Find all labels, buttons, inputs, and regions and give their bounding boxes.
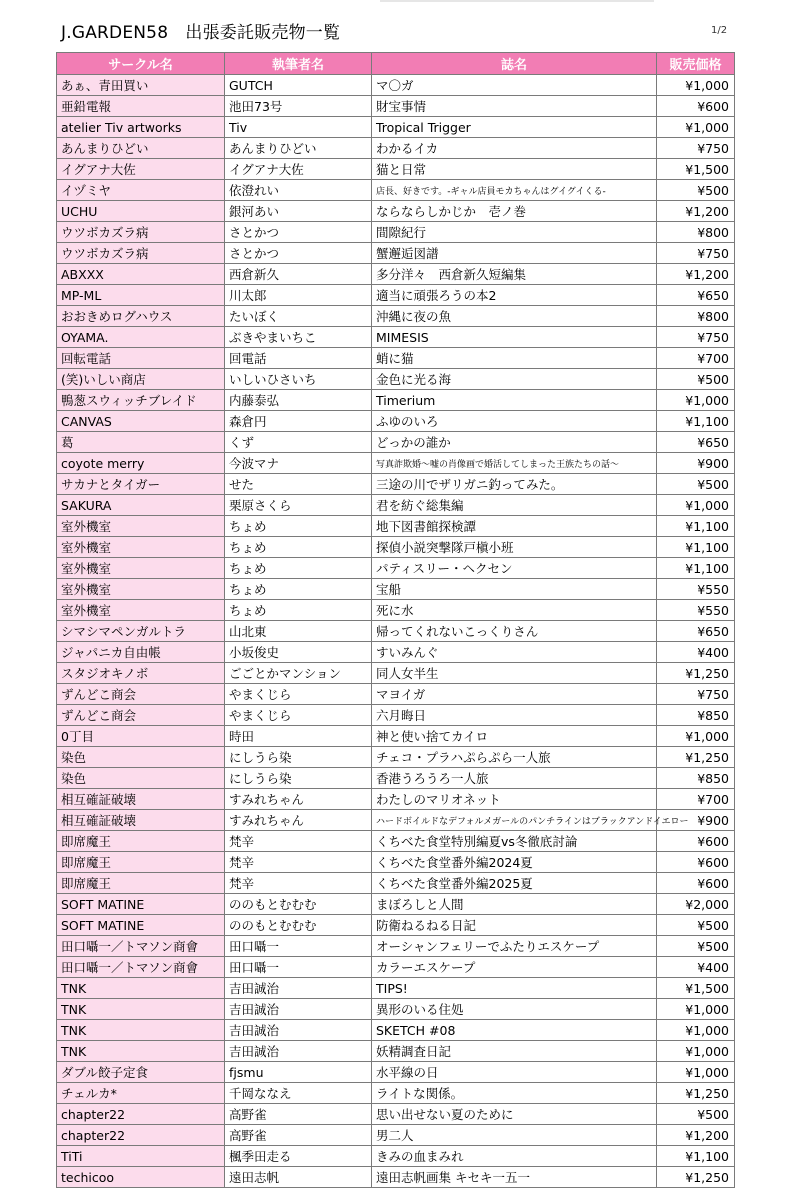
circle-name-cell: chapter22 [57, 1125, 225, 1146]
author-name-cell: やまくじら [225, 705, 372, 726]
price-cell: ¥1,250 [657, 663, 735, 684]
circle-name-cell: 染色 [57, 768, 225, 789]
book-title-cell: SKETCH #08 [372, 1020, 657, 1041]
circle-name-cell: ジャパニカ自由帳 [57, 642, 225, 663]
author-name-cell: さとかつ [225, 243, 372, 264]
book-title-cell: 思い出せない夏のために [372, 1104, 657, 1125]
price-cell: ¥1,250 [657, 1083, 735, 1104]
circle-name-cell: ずんどこ商会 [57, 684, 225, 705]
author-name-cell: 池田73号 [225, 96, 372, 117]
price-cell: ¥650 [657, 285, 735, 306]
circle-name-cell: あぁ、青田買い [57, 75, 225, 96]
author-name-cell: くず [225, 432, 372, 453]
price-cell: ¥1,000 [657, 1062, 735, 1083]
price-cell: ¥1,250 [657, 747, 735, 768]
book-title-cell: 沖縄に夜の魚 [372, 306, 657, 327]
table-row [57, 180, 735, 201]
book-title-cell: 死に水 [372, 600, 657, 621]
book-title-cell: 適当に頑張ろうの本2 [372, 285, 657, 306]
circle-name-cell: SOFT MATINE [57, 915, 225, 936]
table-row [57, 1083, 735, 1104]
price-cell: ¥600 [657, 831, 735, 852]
author-name-cell: 依澄れい [225, 180, 372, 201]
table-row [57, 1020, 735, 1041]
table-row [57, 327, 735, 348]
book-title-cell: 写真詐欺婚～嘘の肖像画で婚活してしまった王族たちの話～ [372, 453, 657, 474]
book-title-cell: 防衛ねるねる日記 [372, 915, 657, 936]
table-row [57, 96, 735, 117]
table-row [57, 1062, 735, 1083]
table-row [57, 726, 735, 747]
price-cell: ¥700 [657, 348, 735, 369]
circle-name-cell: OYAMA. [57, 327, 225, 348]
table-row [57, 684, 735, 705]
price-cell: ¥2,000 [657, 894, 735, 915]
table-row [57, 747, 735, 768]
page-title: J.GARDEN58 出張委託販売物一覧 [61, 23, 341, 43]
price-cell: ¥850 [657, 768, 735, 789]
author-name-cell: 梵辛 [225, 831, 372, 852]
price-cell: ¥500 [657, 936, 735, 957]
circle-name-cell: chapter22 [57, 1104, 225, 1125]
table-row [57, 516, 735, 537]
price-cell: ¥1,100 [657, 537, 735, 558]
circle-name-cell: (笑)いしい商店 [57, 369, 225, 390]
price-cell: ¥600 [657, 96, 735, 117]
price-cell: ¥1,100 [657, 558, 735, 579]
author-name-cell: 梵辛 [225, 873, 372, 894]
price-cell: ¥500 [657, 474, 735, 495]
author-name-cell: 銀河あい [225, 201, 372, 222]
book-title-cell: 蟹邂逅図譜 [372, 243, 657, 264]
circle-name-cell: 室外機室 [57, 600, 225, 621]
table-row [57, 75, 735, 96]
book-title-cell: きみの血まみれ [372, 1146, 657, 1167]
table-header-row [57, 53, 735, 75]
table-row [57, 768, 735, 789]
price-cell: ¥850 [657, 705, 735, 726]
circle-name-cell: ウツボカズラ病 [57, 243, 225, 264]
table-row [57, 1104, 735, 1125]
author-name-cell: 吉田誠治 [225, 978, 372, 999]
table-row [57, 411, 735, 432]
price-cell: ¥600 [657, 873, 735, 894]
circle-name-cell: SOFT MATINE [57, 894, 225, 915]
author-name-cell: 楓季田走る [225, 1146, 372, 1167]
book-title-cell: 猫と日常 [372, 159, 657, 180]
circle-name-cell: 相互確証破壊 [57, 789, 225, 810]
price-cell: ¥550 [657, 600, 735, 621]
price-cell: ¥500 [657, 180, 735, 201]
page-number: 1/2 [711, 25, 728, 36]
price-cell: ¥1,000 [657, 1041, 735, 1062]
table-row [57, 1041, 735, 1062]
book-title-cell: 三途の川でザリガニ釣ってみた。 [372, 474, 657, 495]
author-name-cell: fjsmu [225, 1062, 372, 1083]
circle-name-cell: サカナとタイガー [57, 474, 225, 495]
price-cell: ¥900 [657, 810, 735, 831]
circle-name-cell: TNK [57, 999, 225, 1020]
author-name-cell: 西倉新久 [225, 264, 372, 285]
table-row [57, 474, 735, 495]
price-cell: ¥1,200 [657, 201, 735, 222]
price-cell: ¥400 [657, 957, 735, 978]
author-name-cell: 吉田誠治 [225, 999, 372, 1020]
table-row [57, 138, 735, 159]
table-row [57, 495, 735, 516]
circle-name-cell: 亜鉛電報 [57, 96, 225, 117]
circle-name-cell: ずんどこ商会 [57, 705, 225, 726]
book-title-cell: 間隙紀行 [372, 222, 657, 243]
circle-name-cell: coyote merry [57, 453, 225, 474]
book-title-cell: 同人女半生 [372, 663, 657, 684]
table-row [57, 390, 735, 411]
table-row [57, 453, 735, 474]
book-title-cell: 神と使い捨てカイロ [372, 726, 657, 747]
header-book: 誌名 [372, 53, 657, 75]
author-name-cell: 高野雀 [225, 1104, 372, 1125]
table-row [57, 831, 735, 852]
author-name-cell: 森倉円 [225, 411, 372, 432]
book-title-cell: 異形のいる住処 [372, 999, 657, 1020]
price-cell: ¥1,500 [657, 159, 735, 180]
author-name-cell: にしうら染 [225, 747, 372, 768]
book-title-cell: Timerium [372, 390, 657, 411]
book-title-cell: 店長、好きです。-ギャル店員モカちゃんはグイグイくる- [372, 180, 657, 201]
price-cell: ¥1,100 [657, 516, 735, 537]
price-cell: ¥750 [657, 684, 735, 705]
author-name-cell: 吉田誠治 [225, 1041, 372, 1062]
author-name-cell: あんまりひどい [225, 138, 372, 159]
book-title-cell: ならならしかじか 壱ノ巻 [372, 201, 657, 222]
circle-name-cell: TNK [57, 978, 225, 999]
price-cell: ¥500 [657, 1104, 735, 1125]
circle-name-cell: スタジオキノボ [57, 663, 225, 684]
book-title-cell: どっかの誰か [372, 432, 657, 453]
book-title-cell: チェコ・プラハぷらぷら一人旅 [372, 747, 657, 768]
book-title-cell: 香港うろうろ一人旅 [372, 768, 657, 789]
table-row [57, 789, 735, 810]
author-name-cell: ごごとかマンション [225, 663, 372, 684]
book-title-cell: ライトな関係。 [372, 1083, 657, 1104]
table-row [57, 705, 735, 726]
circle-name-cell: techicoo [57, 1167, 225, 1188]
circle-name-cell: CANVAS [57, 411, 225, 432]
author-name-cell: 川太郎 [225, 285, 372, 306]
header-author: 執筆者名 [225, 53, 372, 75]
circle-name-cell: 室外機室 [57, 516, 225, 537]
book-title-cell: 君を紡ぐ総集編 [372, 495, 657, 516]
author-name-cell: 梵辛 [225, 852, 372, 873]
table-row [57, 1167, 735, 1188]
table-row [57, 201, 735, 222]
price-cell: ¥1,000 [657, 726, 735, 747]
author-name-cell: ちょめ [225, 537, 372, 558]
book-title-cell: 男二人 [372, 1125, 657, 1146]
circle-name-cell: 0丁目 [57, 726, 225, 747]
book-title-cell: Tropical Trigger [372, 117, 657, 138]
table-body [57, 75, 735, 1188]
author-name-cell: 小坂俊史 [225, 642, 372, 663]
table-row [57, 537, 735, 558]
table-row [57, 264, 735, 285]
price-cell: ¥400 [657, 642, 735, 663]
price-cell: ¥1,100 [657, 411, 735, 432]
table-row [57, 159, 735, 180]
price-cell: ¥1,000 [657, 75, 735, 96]
circle-name-cell: 田口囁一／トマソン商會 [57, 957, 225, 978]
circle-name-cell: イグアナ大佐 [57, 159, 225, 180]
top-edge-line [380, 0, 654, 2]
book-title-cell: 遠田志帆画集 キセキ一五一 [372, 1167, 657, 1188]
table-row [57, 936, 735, 957]
circle-name-cell: ダブル餃子定食 [57, 1062, 225, 1083]
book-title-cell: ハードボイルドなデフォルメガールのパンチラインはブラックアンドイエロー [372, 810, 657, 831]
table-row [57, 873, 735, 894]
circle-name-cell: シマシマペンガルトラ [57, 621, 225, 642]
price-cell: ¥650 [657, 432, 735, 453]
header-circle: サークル名 [57, 53, 225, 75]
circle-name-cell: 回転電話 [57, 348, 225, 369]
book-title-cell: オーシャンフェリーでふたりエスケープ [372, 936, 657, 957]
table-row [57, 810, 735, 831]
price-cell: ¥700 [657, 789, 735, 810]
table-row [57, 369, 735, 390]
author-name-cell: 今波マナ [225, 453, 372, 474]
table-row [57, 600, 735, 621]
circle-name-cell: 即席魔王 [57, 873, 225, 894]
circle-name-cell: 室外機室 [57, 579, 225, 600]
book-title-cell: マヨイガ [372, 684, 657, 705]
author-name-cell: 高野雀 [225, 1125, 372, 1146]
table-row [57, 915, 735, 936]
circle-name-cell: TiTi [57, 1146, 225, 1167]
book-title-cell: TIPS! [372, 978, 657, 999]
author-name-cell: ちょめ [225, 579, 372, 600]
table-row [57, 1125, 735, 1146]
price-cell: ¥1,100 [657, 1146, 735, 1167]
price-cell: ¥750 [657, 243, 735, 264]
table-row [57, 978, 735, 999]
price-cell: ¥800 [657, 222, 735, 243]
book-title-cell: 金色に光る海 [372, 369, 657, 390]
author-name-cell: ちょめ [225, 558, 372, 579]
price-cell: ¥900 [657, 453, 735, 474]
author-name-cell: 田口囁一 [225, 936, 372, 957]
book-title-cell: 探偵小説突撃隊戸槇小班 [372, 537, 657, 558]
price-cell: ¥1,000 [657, 1020, 735, 1041]
author-name-cell: 吉田誠治 [225, 1020, 372, 1041]
author-name-cell: すみれちゃん [225, 810, 372, 831]
price-cell: ¥1,200 [657, 264, 735, 285]
book-title-cell: わたしのマリオネット [372, 789, 657, 810]
table-row [57, 1146, 735, 1167]
price-cell: ¥500 [657, 369, 735, 390]
table-row [57, 117, 735, 138]
circle-name-cell: 染色 [57, 747, 225, 768]
table-row [57, 348, 735, 369]
circle-name-cell: 鴨葱スウィッチブレイド [57, 390, 225, 411]
book-title-cell: 財宝事情 [372, 96, 657, 117]
author-name-cell: 回電話 [225, 348, 372, 369]
price-cell: ¥1,200 [657, 1125, 735, 1146]
price-cell: ¥1,000 [657, 117, 735, 138]
author-name-cell: にしうら染 [225, 768, 372, 789]
author-name-cell: 時田 [225, 726, 372, 747]
table-row [57, 306, 735, 327]
book-title-cell: くちべた食堂特別編夏vs冬徹底討論 [372, 831, 657, 852]
author-name-cell: 内藤泰弘 [225, 390, 372, 411]
circle-name-cell: TNK [57, 1041, 225, 1062]
price-cell: ¥1,500 [657, 978, 735, 999]
price-cell: ¥500 [657, 915, 735, 936]
circle-name-cell: 即席魔王 [57, 831, 225, 852]
circle-name-cell: おおきめログハウス [57, 306, 225, 327]
author-name-cell: せた [225, 474, 372, 495]
book-title-cell: マ〇ガ [372, 75, 657, 96]
book-title-cell: 宝船 [372, 579, 657, 600]
author-name-cell: イグアナ大佐 [225, 159, 372, 180]
book-title-cell: 地下図書館探検譚 [372, 516, 657, 537]
circle-name-cell: MP-ML [57, 285, 225, 306]
circle-name-cell: あんまりひどい [57, 138, 225, 159]
circle-name-cell: イヅミヤ [57, 180, 225, 201]
book-title-cell: パティスリー・ヘクセン [372, 558, 657, 579]
author-name-cell: ちょめ [225, 600, 372, 621]
book-title-cell: MIMESIS [372, 327, 657, 348]
table-row [57, 999, 735, 1020]
author-name-cell: すみれちゃん [225, 789, 372, 810]
price-cell: ¥650 [657, 621, 735, 642]
author-name-cell: たいぼく [225, 306, 372, 327]
author-name-cell: やまくじら [225, 684, 372, 705]
header-price: 販売価格 [657, 53, 735, 75]
table-row [57, 957, 735, 978]
circle-name-cell: SAKURA [57, 495, 225, 516]
book-title-cell: 蛸に猫 [372, 348, 657, 369]
author-name-cell: Tiv [225, 117, 372, 138]
author-name-cell: ぶきやまいちこ [225, 327, 372, 348]
consignment-table [56, 52, 735, 1188]
table-row [57, 222, 735, 243]
author-name-cell: ちょめ [225, 516, 372, 537]
price-cell: ¥1,000 [657, 495, 735, 516]
book-title-cell: カラーエスケープ [372, 957, 657, 978]
book-title-cell: ふゆのいろ [372, 411, 657, 432]
book-title-cell: まぼろしと人間 [372, 894, 657, 915]
circle-name-cell: atelier Tiv artworks [57, 117, 225, 138]
table-row [57, 852, 735, 873]
circle-name-cell: 室外機室 [57, 537, 225, 558]
circle-name-cell: TNK [57, 1020, 225, 1041]
table-row [57, 663, 735, 684]
circle-name-cell: ABXXX [57, 264, 225, 285]
author-name-cell: 山北東 [225, 621, 372, 642]
table-row [57, 579, 735, 600]
author-name-cell: GUTCH [225, 75, 372, 96]
table-row [57, 243, 735, 264]
book-title-cell: 妖精調査日記 [372, 1041, 657, 1062]
author-name-cell: 田口囁一 [225, 957, 372, 978]
price-cell: ¥750 [657, 138, 735, 159]
price-cell: ¥1,000 [657, 390, 735, 411]
author-name-cell: ののもとむむむ [225, 915, 372, 936]
book-title-cell: すいみんぐ [372, 642, 657, 663]
author-name-cell: 遠田志帆 [225, 1167, 372, 1188]
book-title-cell: 六月晦日 [372, 705, 657, 726]
price-cell: ¥1,250 [657, 1167, 735, 1188]
book-title-cell: 水平線の日 [372, 1062, 657, 1083]
author-name-cell: 栗原さくら [225, 495, 372, 516]
circle-name-cell: UCHU [57, 201, 225, 222]
table-row [57, 621, 735, 642]
circle-name-cell: 田口囁一／トマソン商會 [57, 936, 225, 957]
table-row [57, 558, 735, 579]
circle-name-cell: 即席魔王 [57, 852, 225, 873]
table-row [57, 285, 735, 306]
price-cell: ¥750 [657, 327, 735, 348]
author-name-cell: 千岡ななえ [225, 1083, 372, 1104]
book-title-cell: わかるイカ [372, 138, 657, 159]
author-name-cell: いしいひさいち [225, 369, 372, 390]
book-title-cell: 多分洋々 西倉新久短編集 [372, 264, 657, 285]
price-cell: ¥1,000 [657, 999, 735, 1020]
price-cell: ¥550 [657, 579, 735, 600]
author-name-cell: ののもとむむむ [225, 894, 372, 915]
table-row [57, 642, 735, 663]
price-cell: ¥800 [657, 306, 735, 327]
author-name-cell: さとかつ [225, 222, 372, 243]
table-row [57, 432, 735, 453]
price-cell: ¥600 [657, 852, 735, 873]
table-row [57, 894, 735, 915]
book-title-cell: くちべた食堂番外編2025夏 [372, 873, 657, 894]
circle-name-cell: ウツボカズラ病 [57, 222, 225, 243]
circle-name-cell: 葛 [57, 432, 225, 453]
book-title-cell: 帰ってくれないこっくりさん [372, 621, 657, 642]
book-title-cell: くちべた食堂番外編2024夏 [372, 852, 657, 873]
circle-name-cell: 相互確証破壊 [57, 810, 225, 831]
circle-name-cell: チェルカ* [57, 1083, 225, 1104]
circle-name-cell: 室外機室 [57, 558, 225, 579]
